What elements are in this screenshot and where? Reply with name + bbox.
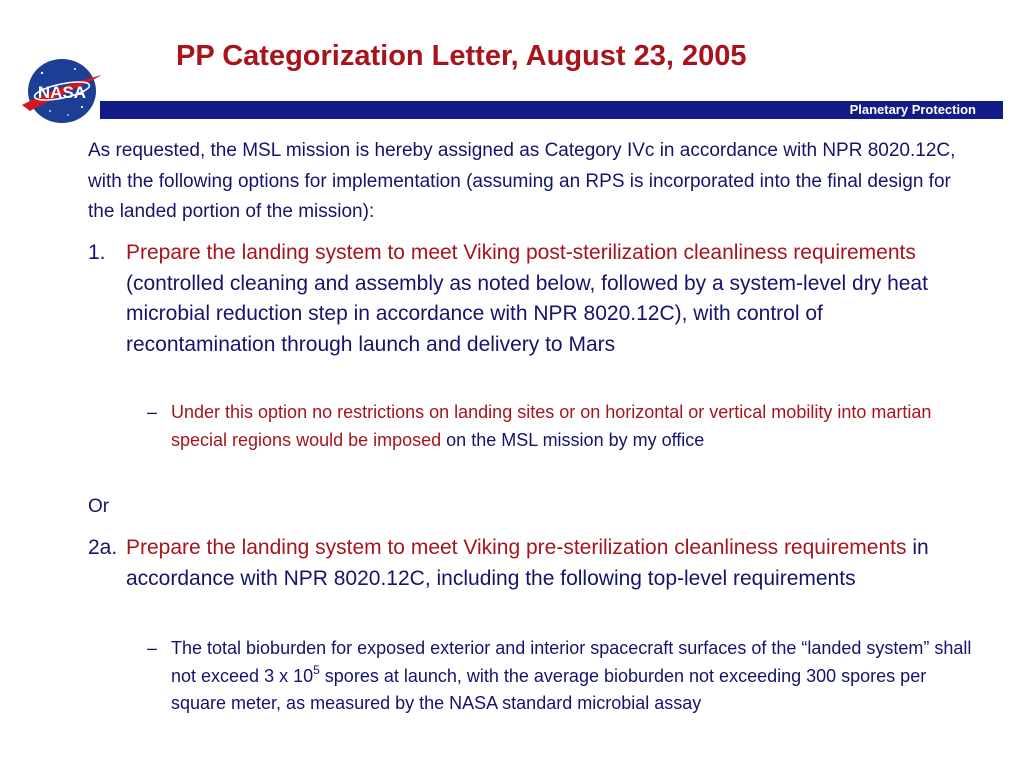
list-item-2a	[88, 533, 968, 594]
sub-item-text-end: spores at launch, with the average bioburden not exceeding 300 spores per square meter, as measured by the NASA standard microbial assay	[171, 665, 927, 713]
sub-item-highlight: Under this option no restrictions on landing sites or on horizontal or vertical mobility into martian special regions would be imposed	[171, 402, 932, 450]
sub-item-text	[171, 635, 977, 718]
sub-item-1	[147, 399, 977, 454]
sub-item-text	[171, 399, 977, 454]
exponent: 5	[313, 662, 320, 677]
dash-bullet: –	[147, 638, 158, 658]
item-rest: in accordance with NPR 8020.12C, including the following top-level requirements	[126, 536, 929, 590]
item-rest: (controlled cleaning and assembly as noted below, followed by a system-level dry heat microbial reduction step in accordance with NPR 8020.12C), with control of recontamination through launch and delivery to Mars	[126, 271, 928, 356]
page-title: PP Categorization Letter, August 23, 2005	[176, 40, 747, 72]
sub-item-2a	[147, 635, 977, 718]
intro-paragraph: As requested, the MSL mission is hereby assigned as Category IVc in accordance with NPR 8020.12C, with the following options for implementation (assuming an RPS is incorporated into the final design for the landed portion of the mission):	[88, 140, 956, 222]
band-label: Planetary Protection	[849, 102, 976, 117]
sub-item-text-start: The total bioburden for exposed exterior and interior spacecraft surfaces of the “landed system” shall not exceed 3 x 10	[171, 638, 972, 686]
item-highlight: Prepare the landing system to meet Viking post-sterilization cleanliness requirements	[126, 241, 916, 264]
dash-bullet: –	[147, 402, 158, 422]
item-number: 1.	[88, 241, 106, 264]
sub-item-rest: on the MSL mission by my office	[441, 429, 705, 450]
item-highlight: Prepare the landing system to meet Viking pre-sterilization cleanliness requirements	[126, 536, 907, 559]
item-text	[126, 533, 968, 594]
list-item-1	[88, 238, 968, 360]
item-number: 2a.	[88, 536, 118, 559]
or-separator: Or	[88, 496, 110, 517]
nasa-logo-text: NASA	[37, 83, 87, 102]
item-text	[126, 238, 968, 360]
